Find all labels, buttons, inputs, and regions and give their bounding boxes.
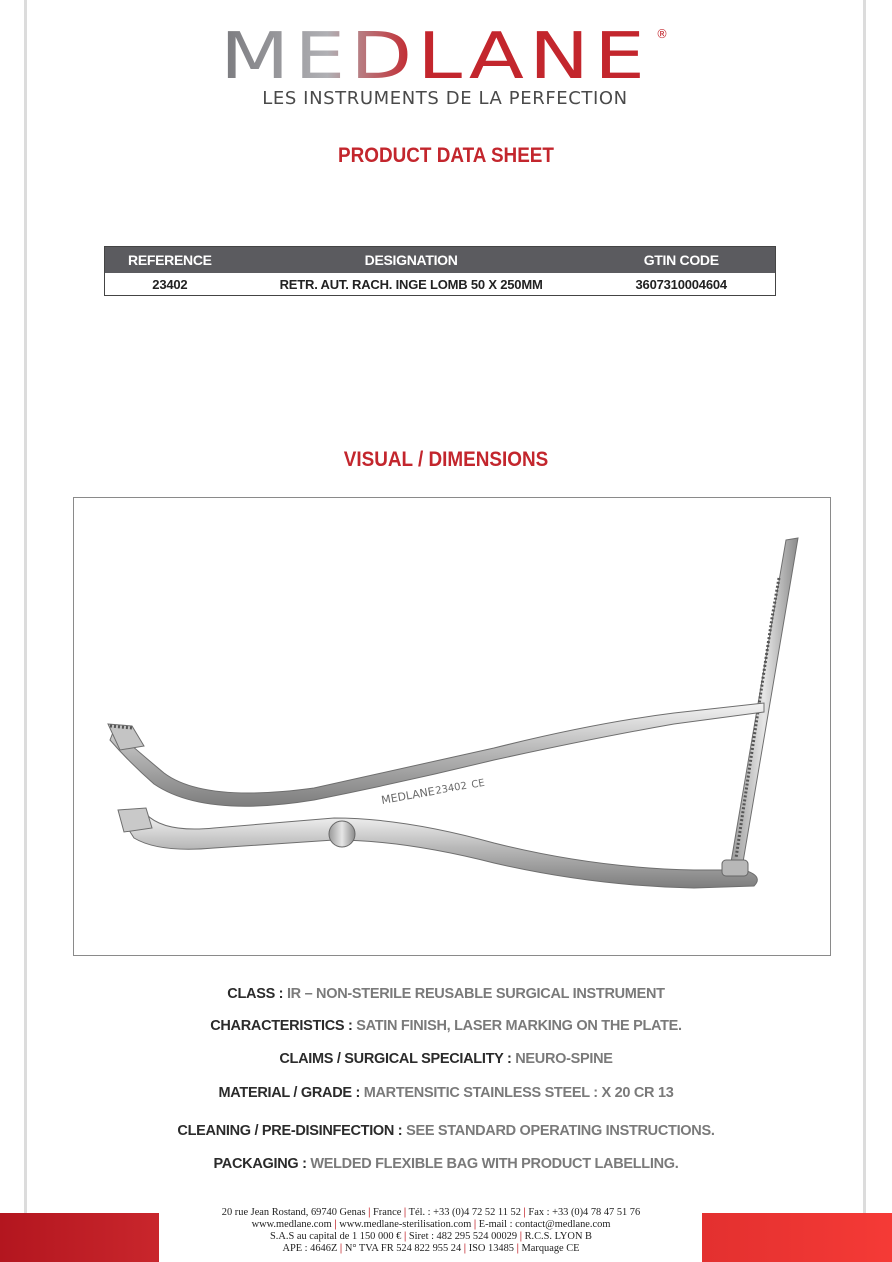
spec-claims-label: CLAIMS / SURGICAL SPECIALITY : <box>279 1051 512 1067</box>
title-visual-dimensions: VISUAL / DIMENSIONS <box>343 448 549 471</box>
left-border-line <box>24 0 27 1262</box>
footer-red-block-right <box>702 1213 892 1262</box>
spec-cleaning-value: SEE STANDARD OPERATING INSTRUCTIONS. <box>406 1123 715 1139</box>
spec-cleaning-label: CLEANING / PRE-DISINFECTION : <box>177 1123 403 1139</box>
engraving-ref: 23402 <box>434 780 468 797</box>
footer-line-legal: S.A.S au capital de 1 150 000 € | Siret : 482 295 524 00029 | R.C.S. LYON B <box>270 1231 592 1242</box>
footer-red-block-left <box>0 1213 159 1262</box>
header-reference: REFERENCE <box>105 247 235 274</box>
table-row <box>105 273 776 296</box>
spec-class-label: CLASS : <box>227 986 284 1002</box>
spec-packaging-label: PACKAGING : <box>213 1156 307 1172</box>
spec-claims <box>0 1051 892 1067</box>
cell-reference: 23402 <box>152 276 188 292</box>
spec-packaging <box>0 1156 892 1172</box>
right-border-line <box>863 0 866 1262</box>
brand-tagline: LES INSTRUMENTS DE LA PERFECTION <box>262 88 628 109</box>
footer-line-certifications: APE : 4646Z | N° TVA FR 524 822 955 24 | ISO 13485 | Marquage CE <box>282 1243 580 1254</box>
engraving-ce: CE <box>470 777 486 791</box>
sterilisation-website-link[interactable]: www.medlane-sterilisation.com <box>339 1219 472 1230</box>
spec-characteristics <box>0 1018 892 1034</box>
logo-wordmark: MEDLANE <box>220 22 650 82</box>
footer-line-address: 20 rue Jean Rostand, 69740 Genas | France | Tél. : +33 (0)4 72 52 11 52 | Fax : +33 (0)4 78 47 51 76 <box>221 1207 641 1218</box>
spec-material <box>0 1085 892 1101</box>
product-reference-table <box>104 246 776 296</box>
spec-class-value: IR – NON-STERILE REUSABLE SURGICAL INSTRUMENT <box>286 986 665 1002</box>
instrument-visual-frame <box>73 497 831 956</box>
spec-characteristics-label: CHARACTERISTICS : <box>210 1018 353 1034</box>
spec-class <box>0 986 892 1002</box>
spec-characteristics-value: SATIN FINISH, LASER MARKING ON THE PLATE. <box>356 1018 682 1034</box>
engraving-brand: MEDLANE <box>380 784 436 807</box>
rack-slider <box>722 860 748 876</box>
website-link[interactable]: www.medlane.com <box>251 1219 332 1230</box>
header-gtin-code: GTIN CODE <box>587 247 775 274</box>
spec-packaging-value: WELDED FLEXIBLE BAG WITH PRODUCT LABELLING. <box>310 1156 679 1172</box>
header-designation: DESIGNATION <box>235 247 588 274</box>
spec-material-value: MARTENSITIC STAINLESS STEEL : X 20 CR 13 <box>363 1085 674 1101</box>
retractor-instrument-image <box>74 498 830 955</box>
medlane-logo <box>220 22 672 82</box>
spec-material-label: MATERIAL / GRADE : <box>218 1085 360 1101</box>
registered-mark: ® <box>656 27 668 41</box>
spec-cleaning <box>0 1123 892 1139</box>
cell-gtin-code: 3607310004604 <box>635 276 727 292</box>
footer-line-web: www.medlane.com | www.medlane-sterilisation.com | E-mail : contact@medlane.com <box>251 1219 611 1230</box>
pivot-screw <box>329 821 355 847</box>
email-link[interactable]: E-mail : contact@medlane.com <box>478 1219 611 1230</box>
cell-designation: RETR. AUT. RACH. INGE LOMB 50 X 250MM <box>279 276 543 292</box>
title-product-data-sheet: PRODUCT DATA SHEET <box>338 144 554 167</box>
company-footer <box>160 1207 702 1255</box>
spec-claims-value: NEURO-SPINE <box>515 1051 613 1067</box>
table-header-row <box>105 247 776 274</box>
